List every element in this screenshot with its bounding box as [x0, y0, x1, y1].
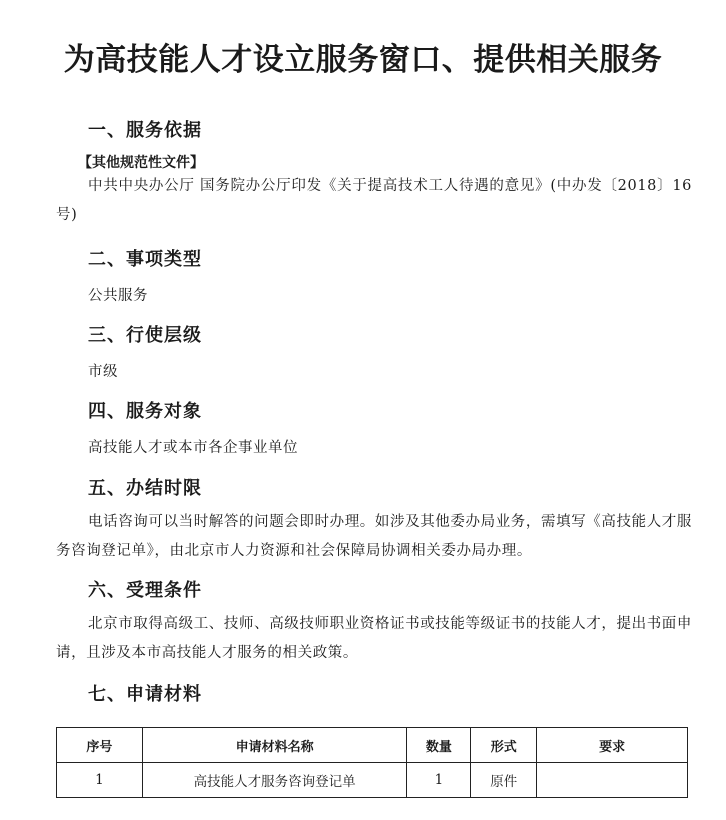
cell-index: 1: [57, 763, 143, 798]
target-text: 高技能人才或本市各企事业单位: [88, 440, 298, 456]
section-heading-timelimit: 五、办结时限: [88, 478, 202, 499]
header-index: 序号: [57, 728, 143, 763]
section-heading-materials: 七、申请材料: [88, 684, 202, 705]
cell-form: 原件: [471, 763, 537, 798]
document-title: 为高技能人才设立服务窗口、提供相关服务: [63, 42, 663, 78]
cell-requirements: [537, 763, 688, 798]
header-quantity: 数量: [407, 728, 471, 763]
section-heading-level: 三、行使层级: [88, 325, 202, 346]
header-requirements: 要求: [537, 728, 688, 763]
section-heading-target: 四、服务对象: [88, 401, 202, 422]
header-form: 形式: [471, 728, 537, 763]
table-row: [57, 763, 688, 798]
section-heading-conditions: 六、受理条件: [88, 580, 202, 601]
table-header-row: [57, 728, 688, 763]
cell-quantity: 1: [407, 763, 471, 798]
section-heading-type: 二、事项类型: [88, 249, 202, 270]
type-text: 公共服务: [88, 288, 148, 304]
level-text: 市级: [88, 364, 118, 380]
conditions-text: 北京市取得高级工、技师、高级技师职业资格证书或技能等级证书的技能人才，提出书面申请，且涉及本市高技能人才服务的相关政策。: [56, 616, 692, 661]
header-material-name: 申请材料名称: [142, 728, 407, 763]
timelimit-text: 电话咨询可以当时解答的问题会即时办理。如涉及其他委办局业务，需填写《高技能人才服务咨询登记单》，由北京市人力资源和社会保障局协调相关委办局办理。: [56, 514, 692, 559]
cell-material-name: 高技能人才服务咨询登记单: [142, 763, 407, 798]
subheading-normative-documents: 【其他规范性文件】: [78, 155, 204, 171]
materials-table: [56, 727, 688, 798]
section-heading-basis: 一、服务依据: [88, 120, 202, 141]
basis-text: 中共中央办公厅 国务院办公厅印发《关于提高技术工人待遇的意见》(中办发〔2018〕16 号): [56, 178, 692, 223]
